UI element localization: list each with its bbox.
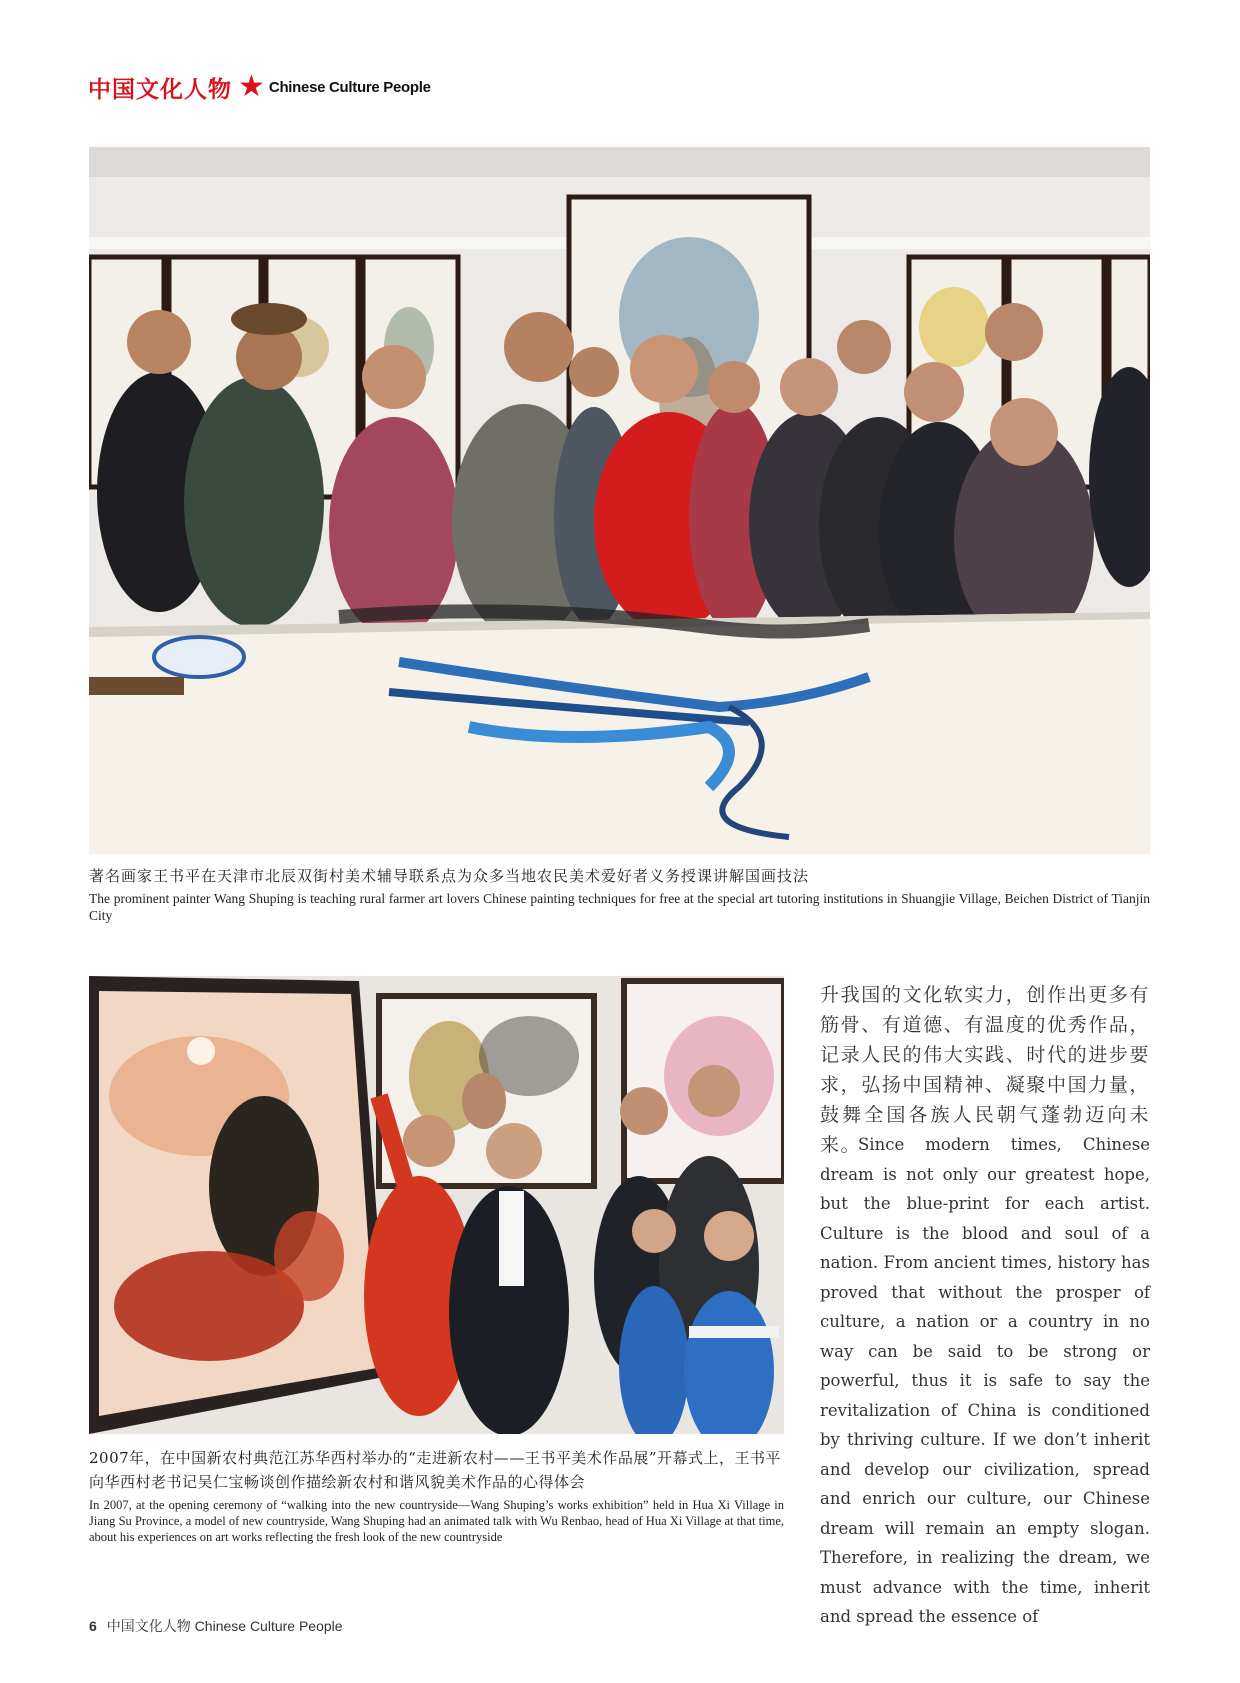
page-footer: [89, 1616, 343, 1636]
teaching-photo: [89, 147, 1150, 854]
body-paragraph-en: Since modern times, Chinese dream is not only our greatest hope, but the blue-print for each artist. Culture is the blood and soul of a nation. From ancient times, history has proved that without the prosper of culture, a nation or a country in no way can be said to be strong or powerful, thus it is safe to say the revitalization of China is conditioned by thriving culture. If we don’t inherit and develop our civilization, spread and enrich our culture, our Chinese dream will remain an empty slogan. Therefore, in realizing the dream, we must advance with the time, inherit and spread the essence of: [820, 1135, 1150, 1626]
photo1-caption-cn: 著名画家王书平在天津市北辰双街村美术辅导联系点为众多当地农民美术爱好者义务授课讲解国画技法: [89, 867, 810, 885]
footer-publication: 中国文化人物 Chinese Culture People: [106, 1618, 343, 1634]
photo1-caption-en: The prominent painter Wang Shuping is teaching rural farmer art lovers Chinese painting techniques for free at the special art tutoring institutions in Shuangjie Village, Beichen District of Tianjin City: [89, 891, 1150, 923]
masthead-title-en: Chinese Culture People: [268, 78, 431, 96]
star-icon: ★: [238, 69, 265, 104]
masthead-title-cn: 中国文化人物: [88, 75, 232, 103]
photo2-caption-en: In 2007, at the opening ceremony of “walking into the new countryside—Wang Shuping’s works exhibition” held in Hua Xi Village in Jiang Su Province, a model of new countryside, Wang Shuping had an animated talk with Wu Renbao, head of Hua Xi Village at that time, about his experiences on art works reflecting the fresh look of the new countryside: [89, 1498, 784, 1544]
masthead: [88, 70, 431, 104]
body-paragraph-cn: 升我国的文化软实力，创作出更多有筋骨、有道德、有温度的优秀作品，记录人民的伟大实践、时代的进步要求，弘扬中国精神、凝聚中国力量，鼓舞全国各族人民朝气蓬勃迈向未来。: [820, 984, 1150, 1156]
exhibition-photo: [89, 976, 784, 1434]
page-number: 6: [89, 1618, 97, 1634]
photo2-caption-cn: 2007年，在中国新农村典范江苏华西村举办的“走进新农村——王书平美术作品展”开幕式上，王书平向华西村老书记吴仁宝畅谈创作描绘新农村和谐风貌美术作品的心得体会: [89, 1449, 782, 1491]
